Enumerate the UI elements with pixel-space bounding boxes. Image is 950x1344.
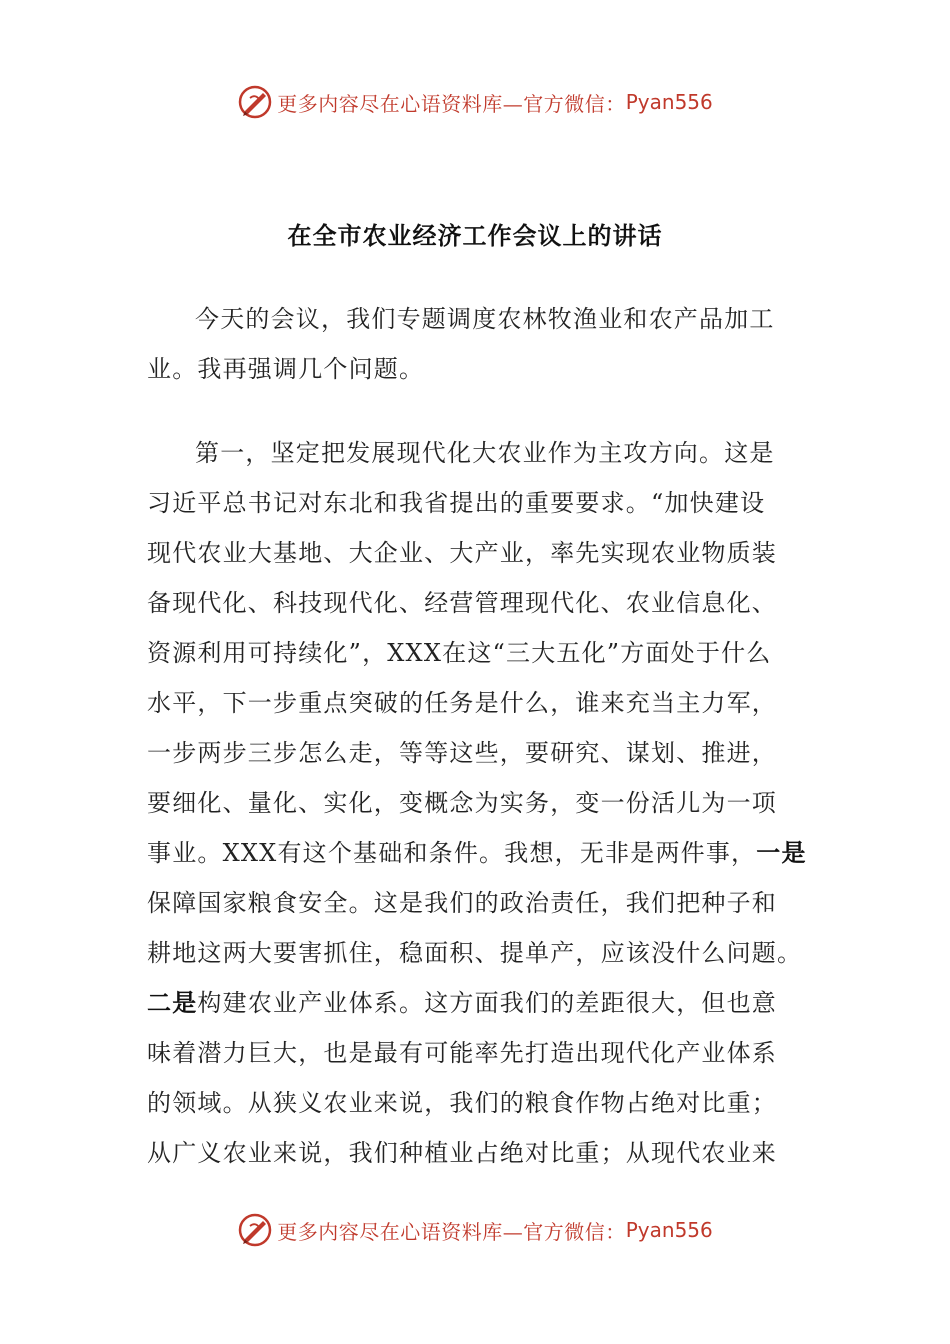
text-line: 从广义农业来说，我们种植业占绝对比重；从现代农业来	[147, 1139, 777, 1167]
text-line: 耕地这两大要害抓住，稳面积、提单产，应该没什么问题。	[147, 939, 803, 967]
text-line: 习近平总书记对东北和我省提出的重要要求。“加快建设	[147, 489, 766, 517]
banner-text: 更多内容尽在心语资料库—官方微信：	[277, 1219, 626, 1244]
text-line: 资源利用可持续化”，XXX在这“三大五化”方面处于什么	[147, 639, 772, 667]
text-line: 要细化、量化、实化，变概念为实务，变一份活儿为一项	[147, 789, 777, 817]
header-banner[interactable]	[0, 80, 950, 124]
text-line: 今天的会议，我们专题调度农林牧渔业和农产品加工	[195, 305, 775, 333]
text-line: 的领域。从狭义农业来说，我们的粮食作物占绝对比重；	[147, 1089, 777, 1117]
text-line: 保障国家粮食安全。这是我们的政治责任，我们把种子和	[147, 889, 777, 917]
pen-logo-icon	[237, 84, 273, 120]
paragraph-first-point	[147, 428, 807, 1178]
text-line: 备现代化、科技现代化、经营管理现代化、农业信息化、	[147, 589, 777, 617]
banner-text: 更多内容尽在心语资料库—官方微信：	[277, 91, 626, 116]
emphasis-second: 二是	[147, 988, 198, 1017]
text-line: 味着潜力巨大，也是最有可能率先打造出现代化产业体系	[147, 1039, 777, 1067]
text-line	[147, 828, 807, 878]
wechat-id[interactable]: Pyan556	[625, 1218, 713, 1242]
text-line: 业。我再强调几个问题。	[147, 355, 425, 383]
document-title: 在全市农业经济工作会议上的讲话	[287, 222, 663, 250]
wechat-id[interactable]: Pyan556	[625, 90, 713, 114]
emphasis-first: 一是	[756, 838, 807, 867]
paragraph-intro	[147, 294, 807, 394]
footer-banner[interactable]	[0, 1208, 950, 1252]
text-line: 水平，下一步重点突破的任务是什么，谁来充当主力军，	[147, 689, 777, 717]
line-text: 事业。XXX有这个基础和条件。我想，无非是两件事，	[147, 839, 757, 867]
text-line: 一步两步三步怎么走，等等这些，要研究、谋划、推进，	[147, 739, 777, 767]
pen-logo-icon	[237, 1212, 273, 1248]
text-line: 第一，坚定把发展现代化大农业作为主攻方向。这是	[195, 439, 775, 467]
text-line	[147, 978, 807, 1028]
text-line: 现代农业大基地、大企业、大产业，率先实现农业物质装	[147, 539, 777, 567]
line-text: 构建农业产业体系。这方面我们的差距很大，但也意	[197, 989, 778, 1017]
